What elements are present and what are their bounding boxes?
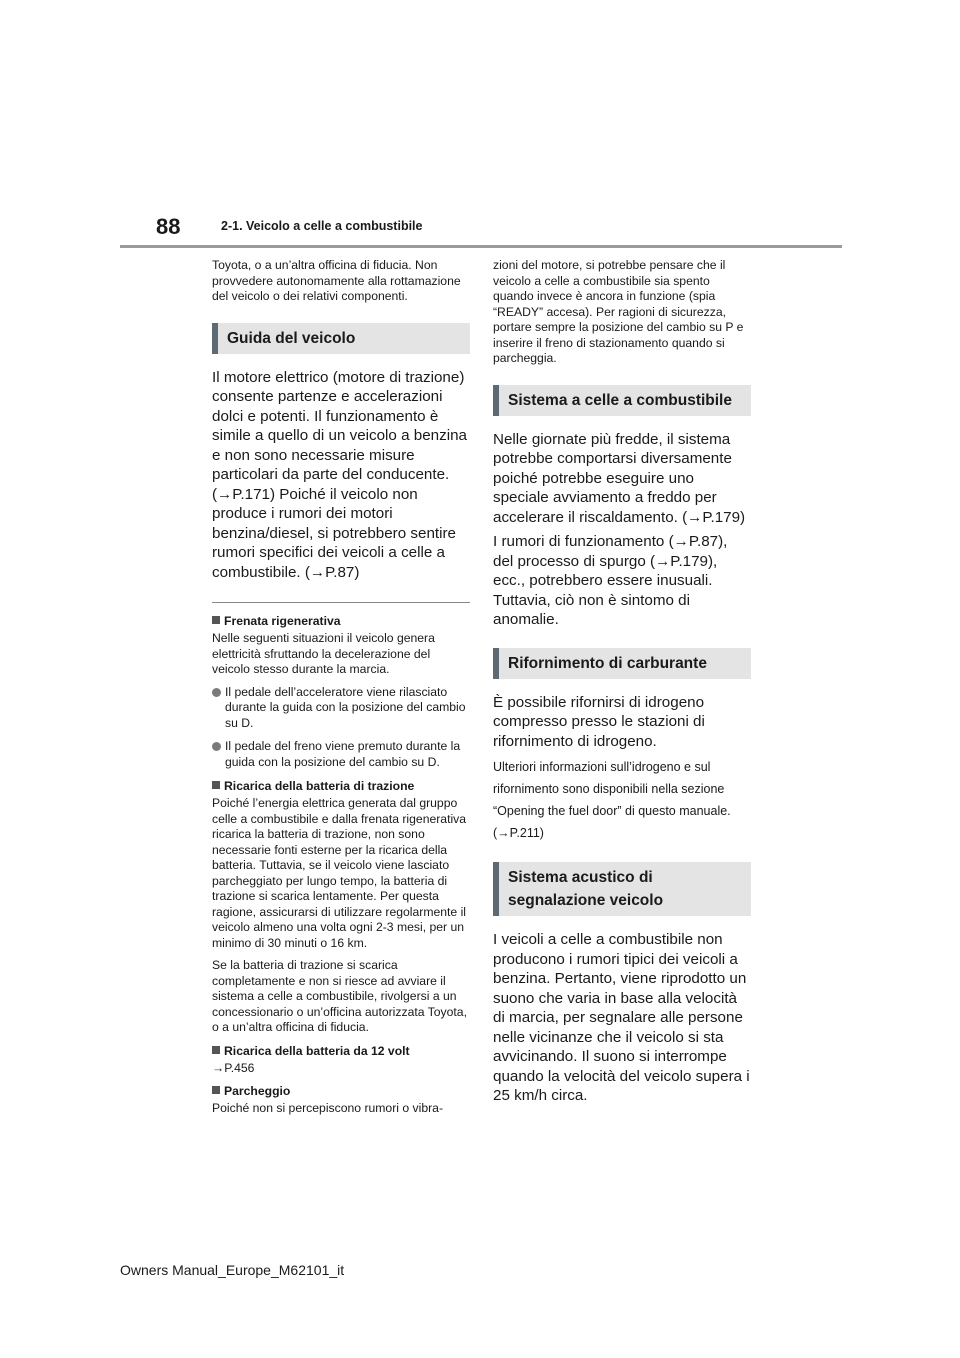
- subheading-parcheggio-label: Parcheggio: [224, 1084, 291, 1098]
- rifornimento-paragraph-2: Ulteriori informazioni sull’idrogeno e sul rifornimento sono disponibili nella sezione “Opening the fuel door” di questo manuale. (→P.211): [493, 760, 731, 840]
- ricarica-12v-reference: →P.456: [212, 1060, 255, 1075]
- page-number: 88: [156, 214, 181, 239]
- square-bullet-icon: [212, 1086, 220, 1094]
- subheading-parcheggio: [212, 1083, 470, 1099]
- list-item-text: Il pedale dell’acceleratore viene rilasciato durante la guida con la posizione del cambio su D.: [225, 684, 466, 730]
- list-item: [212, 739, 470, 770]
- footer-document-id: Owners Manual_Europe_M62101_it: [120, 1262, 345, 1278]
- subheading-frenata: [212, 613, 470, 629]
- list-item-text: Il pedale del freno viene premuto durante la guida con la posizione del cambio su D.: [225, 739, 461, 769]
- left-column: [212, 258, 470, 1124]
- intro-paragraph: Toyota, o a un’altra officina di fiducia. Non provvedere autonomamente alla rottamazione del veicolo o dei relativi componenti.: [212, 258, 461, 303]
- rifornimento-paragraph-1: È possibile rifornirsi di idrogeno compresso presso le stazioni di rifornimento di idrogeno.: [493, 693, 705, 750]
- subheading-ricarica-12v-label: Ricarica della batteria da 12 volt: [224, 1043, 410, 1058]
- heading-sistema-celle: Sistema a celle a combustibile: [493, 385, 751, 416]
- header-divider: [120, 245, 842, 248]
- circle-bullet-icon: [212, 742, 221, 751]
- circle-bullet-icon: [212, 688, 221, 697]
- acustico-paragraph: I veicoli a celle a combustibile non producono i rumori tipici dei veicoli a benzina. Pertanto, viene riprodotto un suono che varia in base alla velocità di marcia, per segnalare alle persone nelle vicinanze che il veicolo si sta avvicinando. Il suono si interrompe quando la velocità del veicolo supera i 25 km/h circa.: [493, 931, 750, 1104]
- heading-rifornimento: Rifornimento di carburante: [493, 648, 751, 679]
- parcheggio-paragraph: Poiché non si percepiscono rumori o vibra-: [212, 1101, 443, 1115]
- subheading-frenata-label: Frenata rigenerativa: [224, 614, 341, 628]
- heading-guida-del-veicolo: Guida del veicolo: [212, 323, 470, 354]
- subheading-ricarica-12v: [212, 1043, 470, 1059]
- sistema-paragraph-1: Nelle giornate più fredde, il sistema potrebbe comportarsi diversamente poiché potrebbe eseguire uno speciale avviamento a freddo per accelerare il riscaldamento. (→P.179): [493, 430, 746, 526]
- section-title: 2-1. Veicolo a celle a combustibile: [221, 219, 423, 233]
- sistema-paragraph-2: I rumori di funzionamento (→P.87), del processo di spurgo (→P.179), ecc., potrebbero essere inusuali. Tuttavia, ciò non è sintomo di anomalie.: [493, 533, 728, 628]
- ricarica-paragraph-1: Poiché l’energia elettrica generata dal gruppo celle a combustibile e dalla frenata rigenerativa ricarica la batteria di trazione, non sono necessarie fonti esterne per la ricarica della batteria. Tuttavia, se il veicolo viene lasciato parcheggiato per lungo tempo, la batteria di trazione si scarica lentamente. Per questa ragione, assicurarsi di utilizzare regolarmente il veicolo almeno una volta ogni 2-3 mesi, per un minimo di 30 minuti o 16 km.: [212, 796, 467, 950]
- guida-paragraph: Il motore elettrico (motore di trazione) consente partenze e accelerazioni dolci e potenti. Il funzionamento è simile a quello di un veicolo a benzina e non sono necessarie misure particolari da parte del conducente. (→P.171) Poiché il veicolo non produce i rumori dei motori benzina/diesel, si potrebbero sentire rumori specifici dei veicoli a celle a combustibile. (→P.87): [212, 368, 467, 581]
- right-column: [493, 258, 751, 1111]
- section-divider: [212, 602, 470, 603]
- list-item: [212, 685, 470, 732]
- subheading-ricarica-label: Ricarica della batteria di trazione: [224, 779, 415, 793]
- square-bullet-icon: [212, 781, 220, 789]
- parcheggio-continuation: zioni del motore, si potrebbe pensare che il veicolo a celle a combustibile sia spento quando invece è ancora in funzione (spia “READY” accesa). Per ragioni di sicurezza, portare sempre la posizione del cambio su P e inserire il freno di stazionamento quando si parcheggia.: [493, 258, 744, 365]
- square-bullet-icon: [212, 1046, 220, 1054]
- frenata-paragraph: Nelle seguenti situazioni il veicolo genera elettricità sfruttando la decelerazione del veicolo stesso durante la marcia.: [212, 631, 435, 676]
- heading-sistema-acustico: Sistema acustico di segnalazione veicolo: [493, 862, 751, 916]
- square-bullet-icon: [212, 616, 220, 624]
- subheading-ricarica: [212, 778, 470, 794]
- ricarica-paragraph-2: Se la batteria di trazione si scarica completamente e non si riesce ad avviare il sistema a celle a combustibile, rivolgersi a un concessionario o un’officina autorizzata Toyota, o a un’altra officina di fiducia.: [212, 958, 467, 1034]
